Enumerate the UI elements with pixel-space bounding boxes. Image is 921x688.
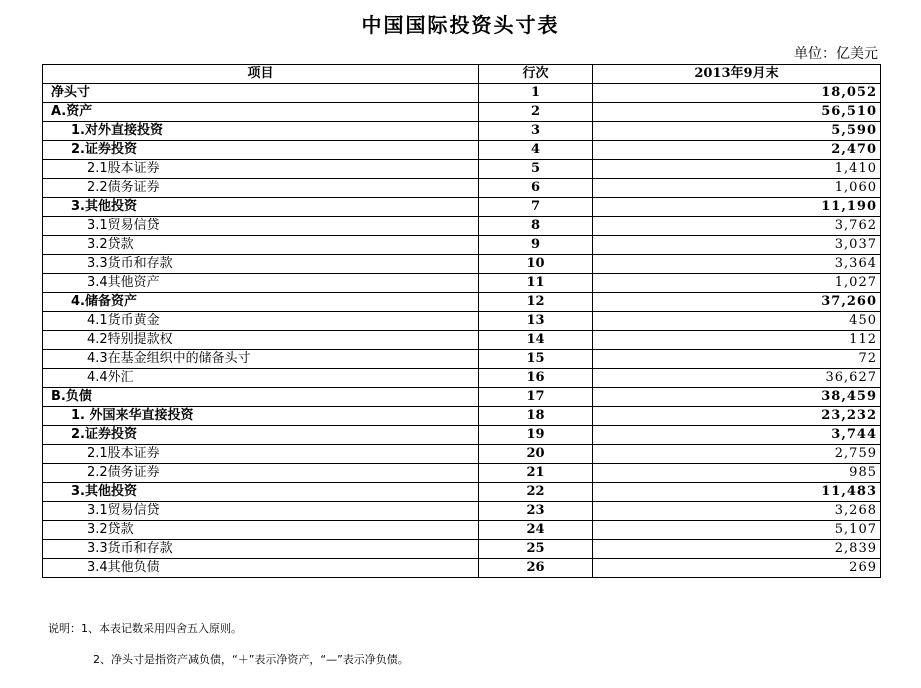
row-value: 2,839 xyxy=(593,540,881,559)
table-row xyxy=(43,464,881,483)
table-row xyxy=(43,521,881,540)
table-row xyxy=(43,350,881,369)
row-item-label: 2.证券投资 xyxy=(43,426,479,445)
row-number: 26 xyxy=(479,559,593,578)
row-item-label: A.资产 xyxy=(43,103,479,122)
row-number: 12 xyxy=(479,293,593,312)
table-row xyxy=(43,483,881,502)
row-item-label: 1.对外直接投资 xyxy=(43,122,479,141)
row-item-label: 2.1股本证券 xyxy=(43,160,479,179)
row-item-label: 4.储备资产 xyxy=(43,293,479,312)
row-item-label: 2.2债务证券 xyxy=(43,464,479,483)
table-row xyxy=(43,103,881,122)
row-number: 14 xyxy=(479,331,593,350)
row-number: 24 xyxy=(479,521,593,540)
row-value: 3,037 xyxy=(593,236,881,255)
row-item-label: 3.其他投资 xyxy=(43,198,479,217)
row-value: 269 xyxy=(593,559,881,578)
row-number: 11 xyxy=(479,274,593,293)
row-item-label: 4.2特别提款权 xyxy=(43,331,479,350)
row-number: 20 xyxy=(479,445,593,464)
row-number: 17 xyxy=(479,388,593,407)
row-value: 72 xyxy=(593,350,881,369)
row-number: 25 xyxy=(479,540,593,559)
row-value: 18,052 xyxy=(593,84,881,103)
row-number: 7 xyxy=(479,198,593,217)
row-item-label: 3.4其他负债 xyxy=(43,559,479,578)
table-row xyxy=(43,312,881,331)
table-row xyxy=(43,198,881,217)
row-value: 2,470 xyxy=(593,141,881,160)
row-number: 22 xyxy=(479,483,593,502)
row-value: 36,627 xyxy=(593,369,881,388)
table-row xyxy=(43,122,881,141)
note-1: 说明：1、本表记数采用四舍五入原则。 xyxy=(48,622,242,635)
header-item: 项目 xyxy=(43,65,479,84)
row-value: 1,410 xyxy=(593,160,881,179)
row-number: 19 xyxy=(479,426,593,445)
table-row xyxy=(43,369,881,388)
row-item-label: 3.3货币和存款 xyxy=(43,540,479,559)
table-row xyxy=(43,559,881,578)
row-number: 4 xyxy=(479,141,593,160)
table-row xyxy=(43,274,881,293)
row-value: 3,268 xyxy=(593,502,881,521)
row-item-label: 3.1贸易信贷 xyxy=(43,502,479,521)
page-title: 中国国际投资头寸表 xyxy=(361,13,560,37)
unit-label: 单位：亿美元 xyxy=(794,46,878,62)
table-row xyxy=(43,293,881,312)
row-number: 15 xyxy=(479,350,593,369)
row-item-label: 净头寸 xyxy=(43,84,479,103)
row-value: 1,060 xyxy=(593,179,881,198)
row-number: 5 xyxy=(479,160,593,179)
row-item-label: 3.2贷款 xyxy=(43,521,479,540)
row-number: 8 xyxy=(479,217,593,236)
table-row xyxy=(43,236,881,255)
row-item-label: 2.1股本证券 xyxy=(43,445,479,464)
row-item-label: 3.4其他资产 xyxy=(43,274,479,293)
row-item-label: 3.其他投资 xyxy=(43,483,479,502)
row-number: 13 xyxy=(479,312,593,331)
row-number: 23 xyxy=(479,502,593,521)
table-row xyxy=(43,445,881,464)
row-item-label: 3.1贸易信贷 xyxy=(43,217,479,236)
row-item-label: 2.证券投资 xyxy=(43,141,479,160)
row-value: 112 xyxy=(593,331,881,350)
table-header-row xyxy=(43,65,881,84)
row-value: 2,759 xyxy=(593,445,881,464)
row-value: 5,590 xyxy=(593,122,881,141)
row-value: 3,364 xyxy=(593,255,881,274)
row-value: 37,260 xyxy=(593,293,881,312)
table-row xyxy=(43,426,881,445)
row-item-label: 3.2贷款 xyxy=(43,236,479,255)
row-number: 9 xyxy=(479,236,593,255)
row-value: 985 xyxy=(593,464,881,483)
row-number: 2 xyxy=(479,103,593,122)
row-number: 21 xyxy=(479,464,593,483)
row-number: 10 xyxy=(479,255,593,274)
row-value: 38,459 xyxy=(593,388,881,407)
table-row xyxy=(43,388,881,407)
row-value: 11,190 xyxy=(593,198,881,217)
row-number: 1 xyxy=(479,84,593,103)
table-row xyxy=(43,331,881,350)
investment-position-table xyxy=(42,64,881,578)
row-value: 450 xyxy=(593,312,881,331)
table-row xyxy=(43,217,881,236)
row-number: 6 xyxy=(479,179,593,198)
row-item-label: 4.4外汇 xyxy=(43,369,479,388)
row-value: 11,483 xyxy=(593,483,881,502)
note-2: 2、净头寸是指资产减负债，“＋”表示净资产，“—”表示净负债。 xyxy=(93,653,409,666)
header-period: 2013年9月末 xyxy=(593,65,881,84)
table-row xyxy=(43,502,881,521)
table-row xyxy=(43,179,881,198)
table-row xyxy=(43,160,881,179)
row-item-label: 3.3货币和存款 xyxy=(43,255,479,274)
table-row xyxy=(43,407,881,426)
table-row xyxy=(43,255,881,274)
row-value: 56,510 xyxy=(593,103,881,122)
row-value: 3,762 xyxy=(593,217,881,236)
row-value: 23,232 xyxy=(593,407,881,426)
header-row-number: 行次 xyxy=(479,65,593,84)
table-row xyxy=(43,540,881,559)
row-item-label: 4.1货币黄金 xyxy=(43,312,479,331)
row-item-label: B.负债 xyxy=(43,388,479,407)
row-number: 3 xyxy=(479,122,593,141)
row-number: 16 xyxy=(479,369,593,388)
row-item-label: 1. 外国来华直接投资 xyxy=(43,407,479,426)
row-value: 5,107 xyxy=(593,521,881,540)
row-item-label: 4.3在基金组织中的储备头寸 xyxy=(43,350,479,369)
table-row xyxy=(43,141,881,160)
row-item-label: 2.2债务证券 xyxy=(43,179,479,198)
table-row xyxy=(43,84,881,103)
row-value: 3,744 xyxy=(593,426,881,445)
row-number: 18 xyxy=(479,407,593,426)
row-value: 1,027 xyxy=(593,274,881,293)
